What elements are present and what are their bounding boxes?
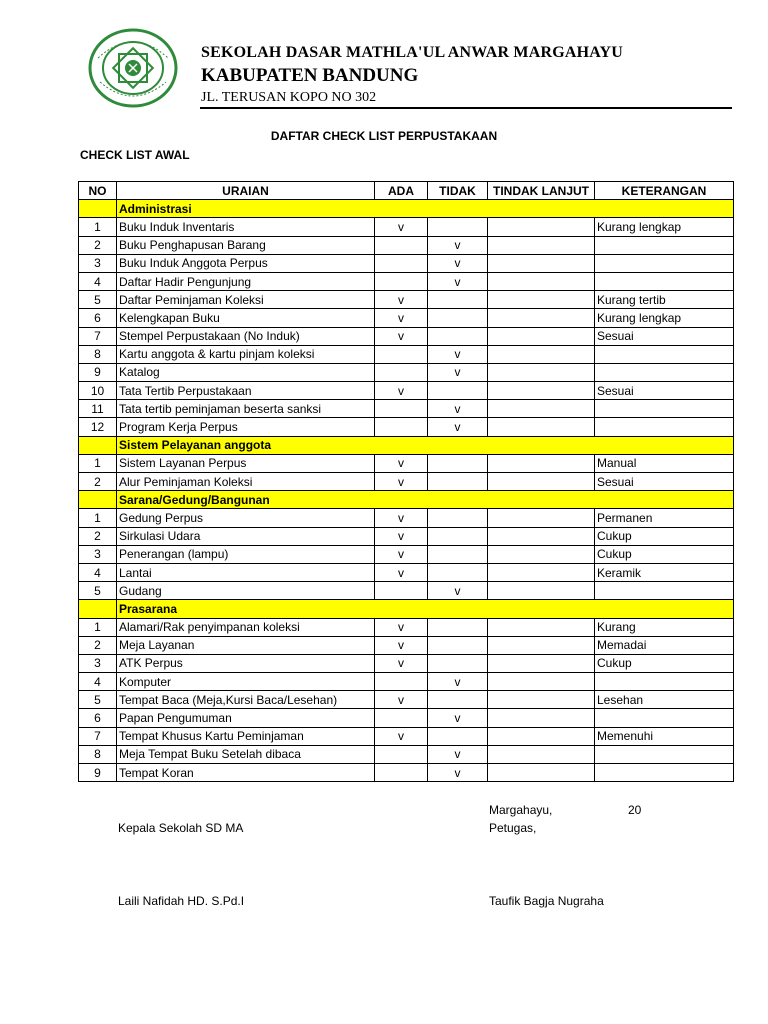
row-tidak-mark — [428, 618, 488, 636]
row-tindak-lanjut — [488, 727, 595, 745]
row-keterangan — [595, 418, 734, 436]
row-keterangan — [595, 709, 734, 727]
row-tidak-mark: v — [428, 254, 488, 272]
table-row — [79, 636, 734, 654]
row-ada-mark: v — [375, 727, 428, 745]
header-keterangan: KETERANGAN — [595, 182, 734, 200]
section-title: Administrasi — [117, 200, 734, 218]
row-number: 3 — [79, 654, 117, 672]
row-keterangan: Kurang — [595, 618, 734, 636]
row-number: 2 — [79, 527, 117, 545]
row-tidak-mark — [428, 218, 488, 236]
section-number-cell — [79, 200, 117, 218]
row-item: Kartu anggota & kartu pinjam koleksi — [117, 345, 375, 363]
table-row — [79, 345, 734, 363]
row-item: Alamari/Rak penyimpanan koleksi — [117, 618, 375, 636]
row-number: 4 — [79, 272, 117, 290]
row-item: Lantai — [117, 563, 375, 581]
row-tidak-mark — [428, 636, 488, 654]
table-row — [79, 382, 734, 400]
row-tindak-lanjut — [488, 382, 595, 400]
section-row — [79, 491, 734, 509]
row-keterangan — [595, 236, 734, 254]
row-ada-mark: v — [375, 527, 428, 545]
row-tidak-mark: v — [428, 418, 488, 436]
table-row — [79, 254, 734, 272]
row-keterangan — [595, 745, 734, 763]
row-ada-mark: v — [375, 218, 428, 236]
row-tindak-lanjut — [488, 709, 595, 727]
row-number: 7 — [79, 327, 117, 345]
table-row — [79, 691, 734, 709]
row-number: 2 — [79, 473, 117, 491]
row-tindak-lanjut — [488, 363, 595, 381]
row-tindak-lanjut — [488, 582, 595, 600]
table-row — [79, 654, 734, 672]
row-tidak-mark — [428, 382, 488, 400]
table-row — [79, 745, 734, 763]
table-header-row — [79, 182, 734, 200]
row-ada-mark: v — [375, 291, 428, 309]
row-tindak-lanjut — [488, 654, 595, 672]
row-keterangan: Sesuai — [595, 382, 734, 400]
row-item: Stempel Perpustakaan (No Induk) — [117, 327, 375, 345]
row-tindak-lanjut — [488, 218, 595, 236]
row-ada-mark — [375, 709, 428, 727]
row-item: Tempat Khusus Kartu Peminjaman — [117, 727, 375, 745]
row-item: Buku Penghapusan Barang — [117, 236, 375, 254]
row-ada-mark — [375, 345, 428, 363]
section-title: Sistem Pelayanan anggota — [117, 436, 734, 454]
row-tindak-lanjut — [488, 618, 595, 636]
row-item: Kelengkapan Buku — [117, 309, 375, 327]
row-keterangan: Sesuai — [595, 473, 734, 491]
row-tidak-mark: v — [428, 582, 488, 600]
row-item: Tata Tertib Perpustakaan — [117, 382, 375, 400]
table-row — [79, 582, 734, 600]
row-tidak-mark: v — [428, 236, 488, 254]
row-keterangan: Memenuhi — [595, 727, 734, 745]
row-keterangan — [595, 582, 734, 600]
table-row — [79, 400, 734, 418]
school-logo — [88, 28, 178, 108]
row-tidak-mark — [428, 327, 488, 345]
row-ada-mark — [375, 400, 428, 418]
row-ada-mark — [375, 673, 428, 691]
section-row — [79, 200, 734, 218]
row-tindak-lanjut — [488, 745, 595, 763]
header-tidak: TIDAK — [428, 182, 488, 200]
table-row — [79, 363, 734, 381]
row-tindak-lanjut — [488, 636, 595, 654]
table-row — [79, 727, 734, 745]
row-number: 11 — [79, 400, 117, 418]
table-row — [79, 545, 734, 563]
row-number: 7 — [79, 727, 117, 745]
row-tidak-mark — [428, 509, 488, 527]
row-tindak-lanjut — [488, 545, 595, 563]
row-item: Buku Induk Inventaris — [117, 218, 375, 236]
row-item: Gudang — [117, 582, 375, 600]
row-tindak-lanjut — [488, 454, 595, 472]
row-ada-mark: v — [375, 509, 428, 527]
row-ada-mark: v — [375, 563, 428, 581]
row-tidak-mark: v — [428, 363, 488, 381]
row-number: 1 — [79, 218, 117, 236]
row-ada-mark — [375, 764, 428, 782]
row-keterangan — [595, 673, 734, 691]
row-item: Gedung Perpus — [117, 509, 375, 527]
row-tidak-mark — [428, 291, 488, 309]
row-tindak-lanjut — [488, 327, 595, 345]
row-ada-mark — [375, 745, 428, 763]
row-keterangan: Manual — [595, 454, 734, 472]
left-signatory-role: Kepala Sekolah SD MA — [118, 821, 244, 835]
row-tidak-mark — [428, 527, 488, 545]
row-item: ATK Perpus — [117, 654, 375, 672]
row-tindak-lanjut — [488, 691, 595, 709]
row-ada-mark — [375, 236, 428, 254]
row-keterangan — [595, 400, 734, 418]
header-ada: ADA — [375, 182, 428, 200]
row-tindak-lanjut — [488, 345, 595, 363]
document-subtitle: CHECK LIST AWAL — [80, 148, 190, 162]
row-keterangan: Kurang lengkap — [595, 309, 734, 327]
row-tindak-lanjut — [488, 509, 595, 527]
row-tidak-mark: v — [428, 400, 488, 418]
row-item: Sirkulasi Udara — [117, 527, 375, 545]
row-ada-mark: v — [375, 309, 428, 327]
left-signatory-name: Laili Nafidah HD. S.Pd.I — [118, 894, 245, 908]
row-tidak-mark: v — [428, 673, 488, 691]
row-item: Papan Pengumuman — [117, 709, 375, 727]
row-ada-mark: v — [375, 691, 428, 709]
row-tidak-mark: v — [428, 345, 488, 363]
row-number: 10 — [79, 382, 117, 400]
row-item: Katalog — [117, 363, 375, 381]
section-number-cell — [79, 491, 117, 509]
table-row — [79, 327, 734, 345]
table-row — [79, 272, 734, 290]
row-number: 5 — [79, 291, 117, 309]
row-keterangan — [595, 764, 734, 782]
table-row — [79, 236, 734, 254]
row-number: 8 — [79, 745, 117, 763]
school-address: JL. TERUSAN KOPO NO 302 — [201, 90, 377, 105]
row-tindak-lanjut — [488, 563, 595, 581]
row-tindak-lanjut — [488, 400, 595, 418]
row-tindak-lanjut — [488, 673, 595, 691]
row-number: 2 — [79, 636, 117, 654]
row-tidak-mark: v — [428, 272, 488, 290]
row-ada-mark — [375, 582, 428, 600]
row-number: 3 — [79, 545, 117, 563]
row-number: 5 — [79, 691, 117, 709]
row-number: 6 — [79, 309, 117, 327]
row-tindak-lanjut — [488, 309, 595, 327]
row-item: Program Kerja Perpus — [117, 418, 375, 436]
regency-name: KABUPATEN BANDUNG — [201, 65, 419, 86]
section-number-cell — [79, 436, 117, 454]
row-tindak-lanjut — [488, 473, 595, 491]
row-number: 1 — [79, 454, 117, 472]
section-row — [79, 600, 734, 618]
row-keterangan — [595, 345, 734, 363]
row-tidak-mark: v — [428, 709, 488, 727]
section-row — [79, 436, 734, 454]
section-title: Sarana/Gedung/Bangunan — [117, 491, 734, 509]
row-tidak-mark — [428, 473, 488, 491]
row-keterangan: Cukup — [595, 654, 734, 672]
row-number: 2 — [79, 236, 117, 254]
school-name: SEKOLAH DASAR MATHLA'UL ANWAR MARGAHAYU — [201, 44, 624, 61]
row-ada-mark — [375, 363, 428, 381]
row-ada-mark: v — [375, 545, 428, 563]
row-keterangan: Cukup — [595, 527, 734, 545]
row-keterangan: Cukup — [595, 545, 734, 563]
row-tidak-mark — [428, 654, 488, 672]
row-number: 6 — [79, 709, 117, 727]
header-no: NO — [79, 182, 117, 200]
table-row — [79, 764, 734, 782]
table-body — [79, 200, 734, 782]
row-ada-mark — [375, 254, 428, 272]
row-tidak-mark — [428, 563, 488, 581]
row-keterangan: Memadai — [595, 636, 734, 654]
row-tindak-lanjut — [488, 236, 595, 254]
row-number: 12 — [79, 418, 117, 436]
row-tidak-mark — [428, 454, 488, 472]
table-row — [79, 418, 734, 436]
table-row — [79, 473, 734, 491]
header-uraian: URAIAN — [117, 182, 375, 200]
row-tindak-lanjut — [488, 254, 595, 272]
row-tindak-lanjut — [488, 527, 595, 545]
row-number: 9 — [79, 363, 117, 381]
row-tidak-mark — [428, 309, 488, 327]
row-ada-mark — [375, 272, 428, 290]
row-keterangan — [595, 363, 734, 381]
row-item: Alur Peminjaman Koleksi — [117, 473, 375, 491]
row-number: 8 — [79, 345, 117, 363]
row-keterangan: Kurang tertib — [595, 291, 734, 309]
table-row — [79, 527, 734, 545]
document-title: DAFTAR CHECK LIST PERPUSTAKAAN — [270, 129, 498, 143]
row-number: 9 — [79, 764, 117, 782]
row-keterangan — [595, 254, 734, 272]
row-item: Daftar Hadir Pengunjung — [117, 272, 375, 290]
row-tidak-mark — [428, 691, 488, 709]
row-keterangan: Kurang lengkap — [595, 218, 734, 236]
table-row — [79, 618, 734, 636]
signature-place: Margahayu, — [489, 803, 553, 817]
table-row — [79, 218, 734, 236]
table-row — [79, 309, 734, 327]
row-keterangan: Permanen — [595, 509, 734, 527]
row-item: Tempat Baca (Meja,Kursi Baca/Lesehan) — [117, 691, 375, 709]
row-ada-mark: v — [375, 618, 428, 636]
row-keterangan: Lesehan — [595, 691, 734, 709]
table-row — [79, 509, 734, 527]
row-number: 4 — [79, 563, 117, 581]
section-title: Prasarana — [117, 600, 734, 618]
row-item: Penerangan (lampu) — [117, 545, 375, 563]
table-row — [79, 454, 734, 472]
row-number: 3 — [79, 254, 117, 272]
row-number: 5 — [79, 582, 117, 600]
row-number: 4 — [79, 673, 117, 691]
row-ada-mark: v — [375, 636, 428, 654]
table-row — [79, 563, 734, 581]
row-tindak-lanjut — [488, 418, 595, 436]
row-tindak-lanjut — [488, 764, 595, 782]
row-tindak-lanjut — [488, 272, 595, 290]
row-keterangan: Sesuai — [595, 327, 734, 345]
header-tindak-lanjut: TINDAK LANJUT — [488, 182, 595, 200]
row-ada-mark: v — [375, 473, 428, 491]
row-item: Daftar Peminjaman Koleksi — [117, 291, 375, 309]
row-item: Tata tertib peminjaman beserta sanksi — [117, 400, 375, 418]
section-number-cell — [79, 600, 117, 618]
row-number: 1 — [79, 509, 117, 527]
row-number: 1 — [79, 618, 117, 636]
signature-year: 20 — [628, 803, 642, 817]
row-tidak-mark — [428, 545, 488, 563]
row-item: Meja Layanan — [117, 636, 375, 654]
row-ada-mark: v — [375, 327, 428, 345]
row-item: Sistem Layanan Perpus — [117, 454, 375, 472]
row-ada-mark: v — [375, 654, 428, 672]
row-ada-mark: v — [375, 382, 428, 400]
row-item: Buku Induk Anggota Perpus — [117, 254, 375, 272]
row-ada-mark: v — [375, 454, 428, 472]
row-tindak-lanjut — [488, 291, 595, 309]
row-tidak-mark — [428, 727, 488, 745]
row-ada-mark — [375, 418, 428, 436]
table-row — [79, 291, 734, 309]
checklist-table — [78, 181, 734, 782]
table-row — [79, 673, 734, 691]
row-tidak-mark: v — [428, 764, 488, 782]
right-signatory-name: Taufik Bagja Nugraha — [489, 894, 604, 908]
table-row — [79, 709, 734, 727]
row-tidak-mark: v — [428, 745, 488, 763]
right-signatory-role: Petugas, — [489, 821, 537, 835]
row-item: Tempat Koran — [117, 764, 375, 782]
header-divider — [200, 107, 732, 109]
row-item: Meja Tempat Buku Setelah dibaca — [117, 745, 375, 763]
row-keterangan — [595, 272, 734, 290]
row-item: Komputer — [117, 673, 375, 691]
row-keterangan: Keramik — [595, 563, 734, 581]
